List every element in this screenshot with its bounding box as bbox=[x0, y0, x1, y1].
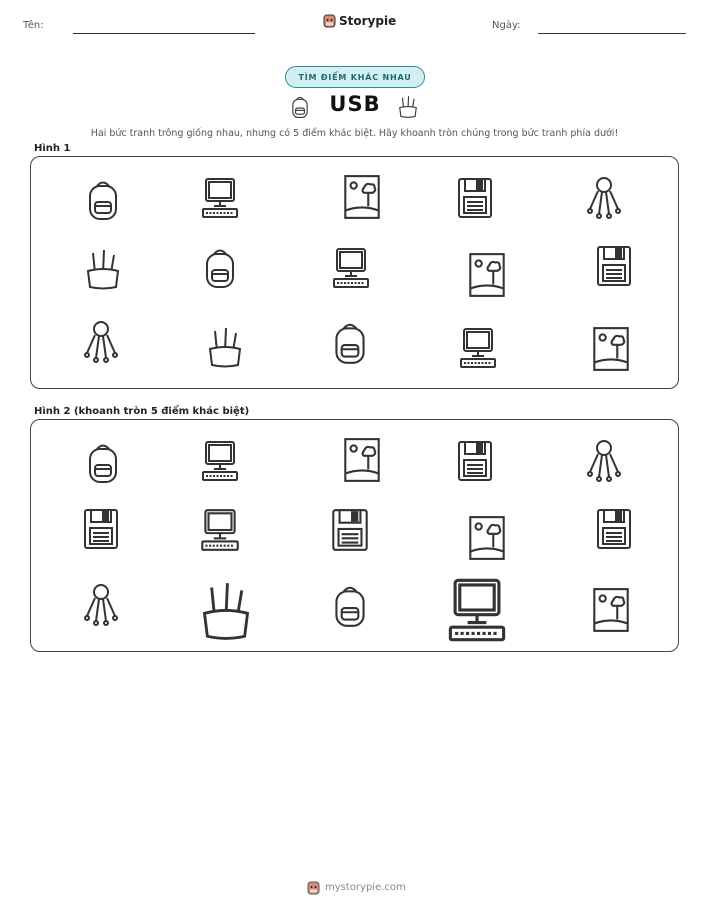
backpack-icon[interactable] bbox=[81, 440, 125, 486]
mascot-icon bbox=[323, 13, 336, 28]
backpack-icon[interactable] bbox=[328, 582, 372, 630]
landscape-picture-icon[interactable] bbox=[465, 514, 509, 562]
picture2-title: Hình 2 (khoanh tròn 5 điểm khác biệt) bbox=[34, 406, 250, 417]
picture1-title: Hình 1 bbox=[34, 143, 71, 154]
pencil-case-icon[interactable] bbox=[195, 576, 257, 642]
instructions: Hai bức tranh trông giống nhau, nhưng có 5 điểm khác biệt. Hãy khoanh tròn chúng trong bức tranh phía dưới! bbox=[90, 128, 619, 139]
backpack-icon bbox=[198, 245, 242, 291]
brand-name: Storypie bbox=[339, 13, 397, 28]
keys-icon[interactable] bbox=[79, 582, 123, 628]
floppy-disk-icon[interactable] bbox=[79, 506, 123, 552]
pencil-case-icon bbox=[203, 323, 247, 369]
floppy-disk-icon[interactable] bbox=[453, 438, 497, 484]
backpack-icon bbox=[328, 319, 372, 367]
floppy-disk-icon[interactable] bbox=[328, 506, 372, 554]
backpack-icon bbox=[289, 93, 311, 121]
keys-icon[interactable] bbox=[582, 438, 626, 484]
pencil-case-icon bbox=[81, 245, 125, 291]
backpack-icon bbox=[81, 177, 125, 223]
activity-badge: TÌM ĐIỂM KHÁC NHAU bbox=[285, 66, 425, 88]
floppy-disk-icon[interactable] bbox=[592, 506, 636, 552]
mascot-icon bbox=[307, 880, 320, 895]
computer-icon bbox=[198, 175, 242, 221]
computer-icon[interactable] bbox=[443, 574, 511, 646]
landscape-picture-icon bbox=[340, 173, 384, 221]
computer-icon[interactable] bbox=[198, 438, 242, 484]
landscape-picture-icon bbox=[465, 251, 509, 299]
footer bbox=[307, 880, 406, 895]
keys-icon bbox=[79, 319, 123, 365]
floppy-disk-icon bbox=[453, 175, 497, 221]
date-label: Ngày: bbox=[492, 20, 521, 31]
floppy-disk-icon bbox=[592, 243, 636, 289]
name-line[interactable] bbox=[73, 33, 255, 34]
landscape-picture-icon bbox=[589, 325, 633, 373]
name-label: Tên: bbox=[23, 20, 44, 31]
footer-url: mystorypie.com bbox=[325, 882, 406, 893]
date-line[interactable] bbox=[538, 33, 686, 34]
computer-icon bbox=[455, 325, 501, 371]
landscape-picture-icon[interactable] bbox=[340, 436, 384, 484]
pencil-case-icon bbox=[397, 92, 419, 120]
usb-word: USB bbox=[329, 92, 381, 116]
keys-icon bbox=[582, 175, 626, 221]
picture1-panel[interactable] bbox=[30, 156, 679, 389]
picture2-panel[interactable] bbox=[30, 419, 679, 652]
computer-icon[interactable] bbox=[198, 506, 242, 554]
landscape-picture-icon[interactable] bbox=[589, 586, 633, 634]
computer-icon bbox=[328, 245, 374, 291]
brand-logo bbox=[323, 13, 396, 28]
